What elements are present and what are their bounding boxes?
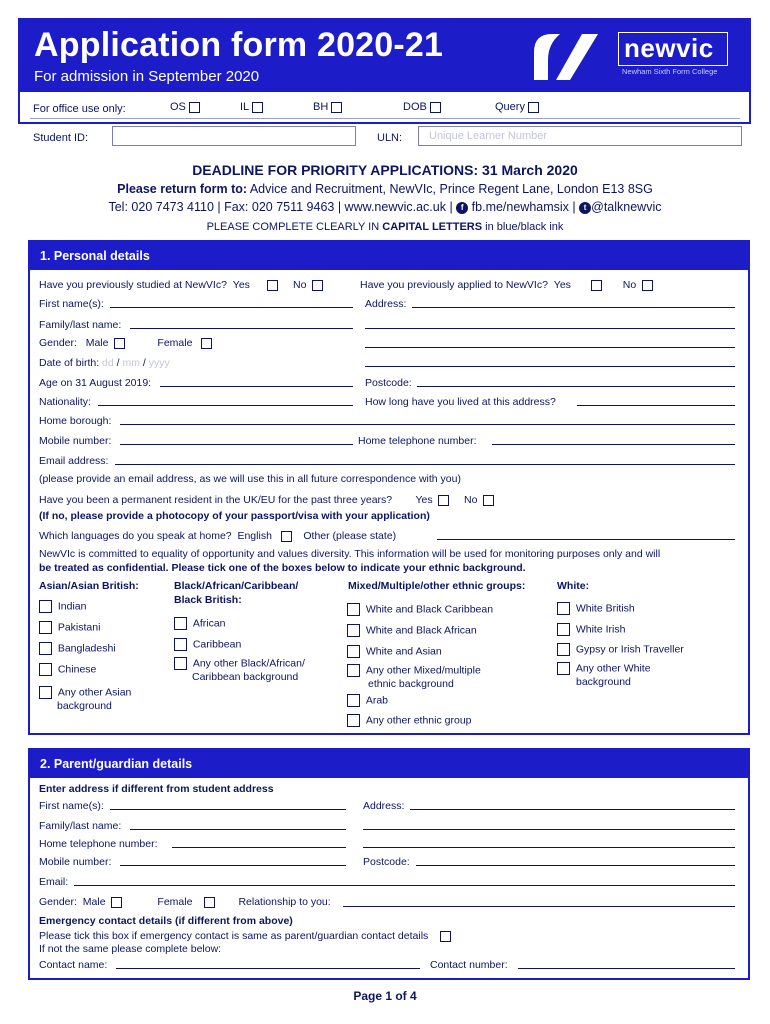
email-line[interactable] xyxy=(115,464,735,465)
guardian-family-name-line[interactable] xyxy=(130,829,346,830)
resident-question: Have you been a permanent resident in the UK/EU for the past three years? Yes No xyxy=(39,494,494,506)
guardian-relationship-line[interactable] xyxy=(343,906,735,907)
address-label: Address: xyxy=(365,298,407,310)
family-name-line[interactable] xyxy=(130,328,353,329)
eth-asian-heading: Asian/Asian British: xyxy=(39,580,139,592)
office-os-checkbox[interactable] xyxy=(189,102,200,113)
eth-other-asian-checkbox[interactable] xyxy=(39,686,52,699)
address-line-4[interactable] xyxy=(365,366,735,367)
facebook-icon: f xyxy=(456,202,468,214)
office-os: OS xyxy=(170,101,200,113)
eth-white-heading: White: xyxy=(557,580,590,592)
eth-asian-other-2: background xyxy=(57,700,112,712)
guardian-male-checkbox[interactable] xyxy=(111,897,122,908)
eth-black-other-2: Caribbean background xyxy=(192,671,299,683)
eth-chinese-checkbox[interactable] xyxy=(39,663,52,676)
applied-question: Have you previously applied to NewVIc? Yes No xyxy=(360,279,653,291)
eth-bangladeshi-checkbox[interactable] xyxy=(39,642,52,655)
eth-white-british: White British xyxy=(557,602,635,615)
english-checkbox[interactable] xyxy=(281,531,292,542)
eth-mixed-other: Any other Mixed/multiple xyxy=(347,664,481,677)
studied-no-checkbox[interactable] xyxy=(312,280,323,291)
borough-line[interactable] xyxy=(120,424,735,425)
eth-mixed-arab: Arab xyxy=(347,694,388,707)
gender-male-checkbox[interactable] xyxy=(114,338,125,349)
guardian-email-line[interactable] xyxy=(74,885,735,886)
how-long-label: How long have you lived at this address? xyxy=(365,396,556,408)
eth-white-british-checkbox[interactable] xyxy=(557,602,570,615)
eth-mixed-other-2: ethnic background xyxy=(368,678,454,690)
eth-black-african: African xyxy=(174,617,226,630)
eth-white-irish-checkbox[interactable] xyxy=(557,623,570,636)
guardian-home-tel-label: Home telephone number: xyxy=(39,838,158,850)
gender-female-checkbox[interactable] xyxy=(201,338,212,349)
student-id-input[interactable] xyxy=(112,126,356,146)
uln-label: ULN: xyxy=(377,132,403,144)
office-query-checkbox[interactable] xyxy=(528,102,539,113)
eth-mixed-wba: White and Black African xyxy=(347,624,477,637)
eth-black-heading-1: Black/African/Caribbean/ xyxy=(174,580,299,592)
dob-dd-placeholder[interactable]: dd xyxy=(102,357,114,369)
resident-no-checkbox[interactable] xyxy=(483,495,494,506)
applied-no-checkbox[interactable] xyxy=(642,280,653,291)
emergency-tick-row: Please tick this box if emergency contact is same as parent/guardian contact details xyxy=(39,930,451,942)
office-bh: BH xyxy=(313,101,342,113)
eth-asian-other: Any other Asian xyxy=(39,686,131,699)
mobile-label: Mobile number: xyxy=(39,435,112,447)
personal-details-heading: 1. Personal details xyxy=(30,242,748,270)
email-label: Email address: xyxy=(39,455,109,467)
studied-yes-checkbox[interactable] xyxy=(267,280,278,291)
equality-note-2: be treated as confidential. Please tick one of the boxes below to indicate your ethnic background. xyxy=(39,562,526,574)
dob-mm-placeholder[interactable]: mm xyxy=(122,357,140,369)
logo-tagline: Newham Sixth Form College xyxy=(622,67,718,76)
eth-mixed-wbc: White and Black Caribbean xyxy=(347,603,493,616)
address-line-2[interactable] xyxy=(365,328,735,329)
age-label: Age on 31 August 2019: xyxy=(39,377,152,389)
guardian-gender-row: Gender: Male Female Relationship to you: xyxy=(39,896,331,908)
resident-yes-checkbox[interactable] xyxy=(438,495,449,506)
postcode-line[interactable] xyxy=(417,386,735,387)
eth-other-mixed-checkbox[interactable] xyxy=(347,664,360,677)
contact-number-label: Contact number: xyxy=(430,959,508,971)
guardian-first-name-label: First name(s): xyxy=(39,800,104,812)
eth-mixed-any-other: Any other ethnic group xyxy=(347,714,472,727)
eth-mixed-heading: Mixed/Multiple/other ethnic groups: xyxy=(348,580,526,592)
applied-yes-checkbox[interactable] xyxy=(591,280,602,291)
deadline-text: DEADLINE FOR PRIORITY APPLICATIONS: 31 March 2020 xyxy=(192,162,578,178)
office-dob-checkbox[interactable] xyxy=(430,102,441,113)
office-dob: DOB xyxy=(403,101,441,113)
borough-label: Home borough: xyxy=(39,415,112,427)
newvic-logo xyxy=(530,30,730,82)
eth-asian-pakistani: Pakistani xyxy=(39,621,100,634)
emergency-heading: Emergency contact details (if different from above) xyxy=(39,915,293,927)
newvic-logo-mark-icon xyxy=(530,30,600,82)
dob-yyyy-placeholder[interactable]: yyyy xyxy=(148,357,170,369)
office-bh-checkbox[interactable] xyxy=(331,102,342,113)
instruction-line: PLEASE COMPLETE CLEARLY IN CAPITAL LETTERS in blue/black ink xyxy=(206,221,564,233)
eth-wba-checkbox[interactable] xyxy=(347,624,360,637)
guardian-first-name-line[interactable] xyxy=(110,809,346,810)
mobile-line[interactable] xyxy=(120,444,353,445)
age-line[interactable] xyxy=(160,386,353,387)
guardian-address-line-3[interactable] xyxy=(363,847,735,848)
logo-wordmark: newvic xyxy=(624,33,714,63)
gender-row: Gender: Male Female xyxy=(39,337,212,349)
guardian-mobile-line[interactable] xyxy=(120,865,346,866)
uln-placeholder: Unique Learner Number xyxy=(429,130,548,142)
email-note: (please provide an email address, as we will use this in all future correspondence with you) xyxy=(39,473,461,485)
guardian-address-line-1[interactable] xyxy=(410,809,735,810)
eth-asian-bangladeshi: Bangladeshi xyxy=(39,642,116,655)
eth-other-black-checkbox[interactable] xyxy=(174,657,187,670)
eth-caribbean-checkbox[interactable] xyxy=(174,638,187,651)
how-long-line[interactable] xyxy=(577,405,735,406)
postcode-label: Postcode: xyxy=(365,377,412,389)
eth-white-gypsy: Gypsy or Irish Traveller xyxy=(557,643,684,656)
first-name-line[interactable] xyxy=(110,307,353,308)
home-tel-line[interactable] xyxy=(492,444,735,445)
guardian-enter-address: Enter address if different from student address xyxy=(39,783,274,795)
guardian-details-heading: 2. Parent/guardian details xyxy=(30,750,748,778)
guardian-address-line-2[interactable] xyxy=(363,829,735,830)
nationality-line[interactable] xyxy=(98,405,353,406)
address-line-1[interactable] xyxy=(412,307,735,308)
eth-african-checkbox[interactable] xyxy=(174,617,187,630)
guardian-postcode-label: Postcode: xyxy=(363,856,410,868)
eth-any-other-checkbox[interactable] xyxy=(347,714,360,727)
eth-pakistani-checkbox[interactable] xyxy=(39,621,52,634)
eth-asian-indian: Indian xyxy=(39,600,86,613)
guardian-mobile-label: Mobile number: xyxy=(39,856,112,868)
office-use-label: For office use only: xyxy=(33,103,126,115)
first-name-label: First name(s): xyxy=(39,298,104,310)
languages-row: Which languages do you speak at home? English Other (please state) xyxy=(39,530,397,542)
eth-black-other: Any other Black/African/ xyxy=(174,657,305,670)
resident-note: (If no, please provide a photocopy of your passport/visa with your application) xyxy=(39,510,430,522)
eth-wbc-checkbox[interactable] xyxy=(347,603,360,616)
office-il: IL xyxy=(240,101,263,113)
guardian-email-label: Email: xyxy=(39,876,69,888)
address-line-3[interactable] xyxy=(365,347,735,348)
guardian-family-name-label: Family/last name: xyxy=(39,820,122,832)
eth-white-other-2: background xyxy=(576,676,631,688)
guardian-home-tel-line[interactable] xyxy=(172,847,346,848)
guardian-address-label: Address: xyxy=(363,800,405,812)
eth-indian-checkbox[interactable] xyxy=(39,600,52,613)
guardian-female-checkbox[interactable] xyxy=(204,897,215,908)
contact-name-line[interactable] xyxy=(116,968,420,969)
eth-black-caribbean: Caribbean xyxy=(174,638,241,651)
guardian-postcode-line[interactable] xyxy=(416,865,735,866)
emergency-else: If not the same please complete below: xyxy=(39,943,222,955)
home-tel-label: Home telephone number: xyxy=(358,435,477,447)
twitter-icon: t xyxy=(579,202,591,214)
return-line: Please return form to: Advice and Recruitment, NewVIc, Prince Regent Lane, London E13 8SG xyxy=(117,182,653,196)
eth-white-other: Any other White xyxy=(557,662,651,675)
studied-question: Have you previously studied at NewVIc? Yes No xyxy=(39,279,323,291)
student-id-label: Student ID: xyxy=(33,132,89,144)
eth-mixed-wa: White and Asian xyxy=(347,645,442,658)
form-title: Application form 2020-21 xyxy=(34,26,444,64)
contact-line: Tel: 020 7473 4110 | Fax: 020 7511 9463 | www.newvic.ac.uk | f fb.me/newhamsix | t @talknewvic xyxy=(108,200,662,214)
nationality-label: Nationality: xyxy=(39,396,91,408)
form-subtitle: For admission in September 2020 xyxy=(34,68,260,85)
eth-asian-chinese: Chinese xyxy=(39,663,96,676)
other-language-line[interactable] xyxy=(437,539,735,540)
eth-black-heading-2: Black British: xyxy=(174,594,242,606)
eth-gypsy-checkbox[interactable] xyxy=(557,643,570,656)
office-il-checkbox[interactable] xyxy=(252,102,263,113)
contact-number-line[interactable] xyxy=(518,968,735,969)
page-number: Page 1 of 4 xyxy=(353,989,417,1003)
office-divider xyxy=(30,118,740,119)
eth-wa-checkbox[interactable] xyxy=(347,645,360,658)
personal-details-section xyxy=(28,240,750,735)
family-name-label: Family/last name: xyxy=(39,319,122,331)
emergency-same-checkbox[interactable] xyxy=(440,931,451,942)
eth-white-irish: White Irish xyxy=(557,623,625,636)
dob-row: Date of birth: dd / mm / yyyy xyxy=(39,357,170,369)
office-query: Query xyxy=(495,101,539,113)
eth-arab-checkbox[interactable] xyxy=(347,694,360,707)
contact-name-label: Contact name: xyxy=(39,959,108,971)
uln-input[interactable] xyxy=(418,126,742,146)
eth-other-white-checkbox[interactable] xyxy=(557,662,570,675)
equality-note-1: NewVIc is committed to equality of opportunity and values diversity. This information will be used for monitoring purposes only and will xyxy=(39,548,661,560)
